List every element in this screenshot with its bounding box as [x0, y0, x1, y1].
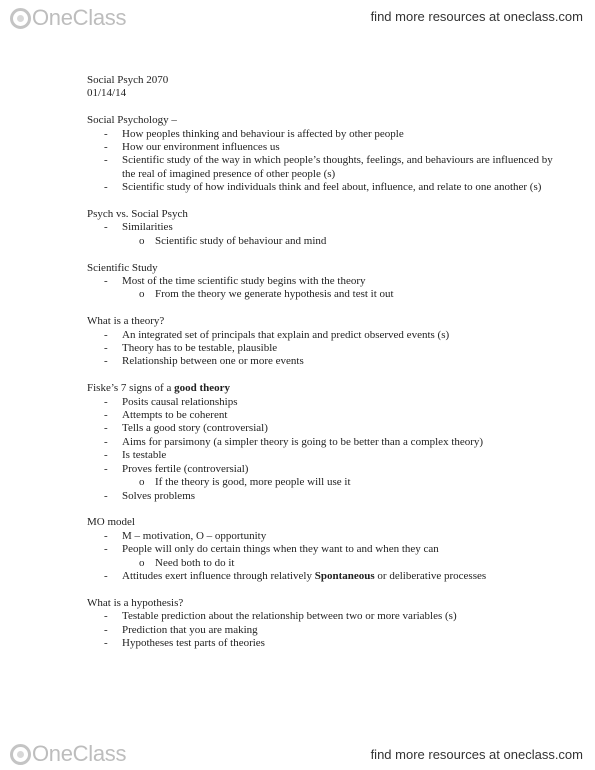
oneclass-logo-footer[interactable] [10, 741, 126, 767]
list-item: - Testable prediction about the relationship between two or more variables (s) [104, 610, 457, 623]
sub-list-item: o Scientific study of behaviour and mind [139, 234, 327, 247]
sub-list-item: o Need both to do it [139, 556, 235, 569]
logo-text: OneClass [32, 5, 127, 30]
list-item: - Attempts to be coherent [104, 409, 228, 422]
sub-list-item: o If the theory is good, more people will use it [139, 476, 351, 489]
list-item: - Proves fertile (controversial) [104, 462, 249, 475]
document-body [87, 74, 567, 650]
list-item: - Tells a good story (controversial) [104, 422, 268, 435]
list-item: - People will only do certain things when they want to and when they can [104, 543, 439, 556]
list-item: - How our environment influences us [104, 141, 280, 154]
footer-tagline[interactable]: find more resources at oneclass.com [370, 747, 583, 762]
list-item: - Most of the time scientific study begins with the theory [104, 275, 366, 288]
section-heading: Social Psychology – [87, 114, 177, 127]
logo-text: OneClass [32, 741, 127, 766]
section-heading: Psych vs. Social Psych [87, 208, 188, 221]
list-item: - Prediction that you are making [104, 623, 258, 636]
list-item: - Similarities [104, 221, 173, 234]
list-item: - M – motivation, O – opportunity [104, 529, 267, 542]
oneclass-logo[interactable] [10, 5, 126, 31]
list-item: - Attitudes exert influence through relatively Spontaneous or deliberative processes [104, 569, 487, 582]
doc-title: Social Psych 2070 [87, 74, 169, 86]
list-item: - Hypotheses test parts of theories [104, 636, 265, 649]
list-item: - Relationship between one or more events [104, 355, 304, 368]
section-heading: What is a theory? [87, 315, 165, 328]
list-item: - Solves problems [104, 489, 196, 502]
section-heading: MO model [87, 516, 135, 529]
list-item: - Scientific study of the way in which people’s thoughts, feelings, and behaviours are influenced by the real of imagined presence of other people (s) [104, 154, 553, 180]
list-item: - How peoples thinking and behaviour is affected by other people [104, 127, 404, 140]
oneclass-logo-icon [10, 8, 31, 29]
list-item: - An integrated set of principals that explain and predict observed events (s) [104, 328, 450, 341]
list-item: - Is testable [104, 449, 167, 462]
list-item: - Theory has to be testable, plausible [104, 342, 278, 355]
section-heading: Scientific Study [87, 261, 158, 274]
sub-list-item: o From the theory we generate hypothesis and test it out [139, 288, 394, 301]
list-item: - Posits causal relationships [104, 395, 238, 408]
oneclass-logo-icon [10, 744, 31, 765]
section-heading: Fiske’s 7 signs of a good theory [87, 382, 231, 395]
list-item: - Aims for parsimony (a simpler theory is going to be better than a complex theory) [104, 435, 484, 448]
header-tagline[interactable]: find more resources at oneclass.com [370, 9, 583, 24]
section-heading: What is a hypothesis? [87, 596, 184, 609]
list-item: - Scientific study of how individuals think and feel about, influence, and relate to one another (s) [104, 181, 542, 194]
doc-date: 01/14/14 [87, 87, 127, 100]
